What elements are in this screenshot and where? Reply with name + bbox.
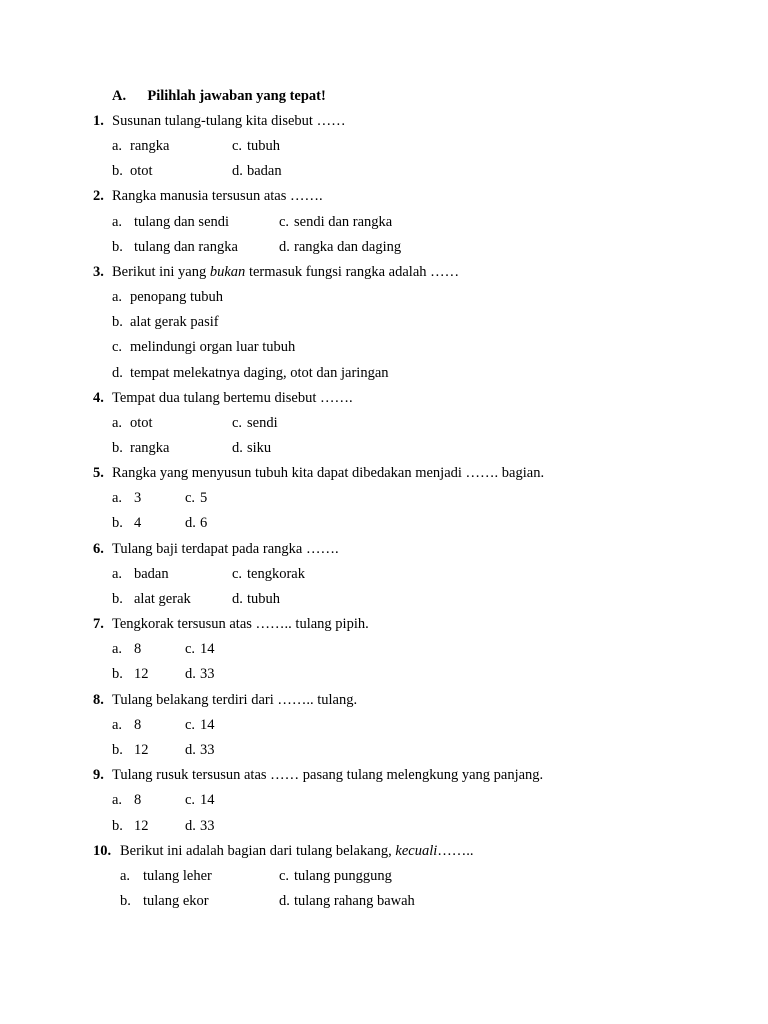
option-text: tubuh: [247, 591, 281, 607]
question-number: 5.: [93, 465, 104, 481]
option-text: 12: [134, 818, 149, 834]
option-letter: d.: [185, 666, 196, 682]
option-letter: c.: [185, 792, 196, 808]
option-text: melindungi organ luar tubuh: [130, 339, 296, 355]
option-text: tengkorak: [247, 566, 305, 582]
option-text: badan: [247, 163, 282, 179]
question-emphasis: bukan: [209, 264, 246, 280]
option-text: 33: [200, 666, 215, 682]
question-text: [120, 844, 474, 859]
question-text: Rangka manusia tersusun atas …….: [112, 188, 323, 204]
option-text: alat gerak pasif: [130, 314, 219, 330]
option-text: 33: [200, 818, 215, 834]
option-letter: d.: [185, 818, 196, 834]
option-text: 33: [200, 742, 215, 758]
option-text: 8: [134, 792, 142, 808]
question-text-part: Berikut ini adalah bagian dari tulang belakang,: [120, 843, 396, 859]
option-text: tulang rahang bawah: [294, 893, 415, 909]
option-text: 4: [134, 515, 142, 531]
question-text: Tengkorak tersusun atas …….. tulang pipih.: [112, 616, 369, 632]
question-text-part: Berikut ini yang: [112, 264, 210, 280]
option-text: 14: [200, 641, 215, 657]
option-text: tulang dan rangka: [134, 239, 238, 255]
option-text: rangka: [130, 138, 170, 154]
option-text: 12: [134, 666, 149, 682]
option-letter: b.: [112, 591, 123, 607]
option-text: otot: [130, 415, 153, 431]
option-letter: d.: [232, 591, 243, 607]
question-text: Tulang rusuk tersusun atas …… pasang tulang melengkung yang panjang.: [112, 767, 544, 783]
option-letter: c.: [232, 415, 243, 431]
question-text: [112, 265, 459, 280]
question-number: 2.: [93, 188, 104, 204]
option-text: badan: [134, 566, 169, 582]
question-text-part: ……..: [437, 843, 474, 859]
question-text: Tempat dua tulang bertemu disebut …….: [112, 390, 353, 406]
option-letter: b.: [112, 818, 123, 834]
option-letter: b.: [112, 742, 123, 758]
option-letter: a.: [112, 138, 123, 154]
option-letter: b.: [112, 163, 123, 179]
option-letter: b.: [112, 239, 123, 255]
option-text: 14: [200, 717, 215, 733]
option-letter: a.: [112, 289, 123, 305]
option-letter: a.: [112, 641, 123, 657]
option-text: tulang ekor: [143, 893, 209, 909]
option-text: 12: [134, 742, 149, 758]
question-text: Rangka yang menyusun tubuh kita dapat dibedakan menjadi ……. bagian.: [112, 465, 545, 481]
option-letter: d.: [112, 365, 123, 381]
question-text: Tulang belakang terdiri dari …….. tulang.: [112, 692, 358, 708]
option-letter: d.: [232, 440, 243, 456]
option-text: tempat melekatnya daging, otot dan jaringan: [130, 365, 389, 381]
question-number: 7.: [93, 616, 104, 632]
option-letter: a.: [112, 415, 123, 431]
question-text-part: termasuk fungsi rangka adalah ……: [245, 264, 460, 280]
option-letter: b.: [112, 314, 123, 330]
option-letter: c.: [185, 490, 196, 506]
option-letter: b.: [112, 515, 123, 531]
option-letter: c.: [279, 868, 290, 884]
option-text: 5: [200, 490, 208, 506]
option-letter: d.: [185, 515, 196, 531]
option-letter: c.: [185, 641, 196, 657]
option-text: tubuh: [247, 138, 281, 154]
option-letter: b.: [112, 440, 123, 456]
option-letter: c.: [279, 214, 290, 230]
option-letter: c.: [112, 339, 123, 355]
question-number: 3.: [93, 264, 104, 280]
section-letter: A.: [112, 88, 127, 104]
option-letter: b.: [120, 893, 131, 909]
option-text: tulang punggung: [294, 868, 392, 884]
question-emphasis: kecuali: [395, 843, 438, 859]
option-letter: c.: [185, 717, 196, 733]
option-letter: c.: [232, 138, 243, 154]
option-letter: a.: [112, 566, 123, 582]
section-heading: [112, 89, 326, 104]
option-text: 3: [134, 490, 142, 506]
question-number: 10.: [93, 843, 112, 859]
option-letter: a.: [112, 792, 123, 808]
option-text: siku: [247, 440, 272, 456]
option-text: sendi dan rangka: [294, 214, 393, 230]
option-letter: b.: [112, 666, 123, 682]
option-text: rangka dan daging: [294, 239, 402, 255]
option-text: alat gerak: [134, 591, 191, 607]
option-text: 8: [134, 717, 142, 733]
option-letter: a.: [112, 717, 123, 733]
option-letter: d.: [279, 893, 290, 909]
question-text: Tulang baji terdapat pada rangka …….: [112, 541, 339, 557]
option-text: tulang dan sendi: [134, 214, 230, 230]
option-letter: d.: [185, 742, 196, 758]
option-letter: a.: [112, 490, 123, 506]
option-text: rangka: [130, 440, 170, 456]
question-number: 9.: [93, 767, 104, 783]
question-number: 6.: [93, 541, 104, 557]
question-text: Susunan tulang-tulang kita disebut ……: [112, 113, 346, 129]
option-letter: d.: [232, 163, 243, 179]
question-number: 1.: [93, 113, 104, 129]
option-text: otot: [130, 163, 153, 179]
option-text: 6: [200, 515, 208, 531]
option-letter: d.: [279, 239, 290, 255]
option-text: 8: [134, 641, 142, 657]
option-letter: a.: [120, 868, 131, 884]
option-text: tulang leher: [143, 868, 212, 884]
option-letter: a.: [112, 214, 123, 230]
option-text: penopang tubuh: [130, 289, 224, 305]
question-number: 4.: [93, 390, 104, 406]
option-text: sendi: [247, 415, 278, 431]
section-title: Pilihlah jawaban yang tepat!: [147, 88, 326, 104]
question-number: 8.: [93, 692, 104, 708]
option-text: 14: [200, 792, 215, 808]
option-letter: c.: [232, 566, 243, 582]
